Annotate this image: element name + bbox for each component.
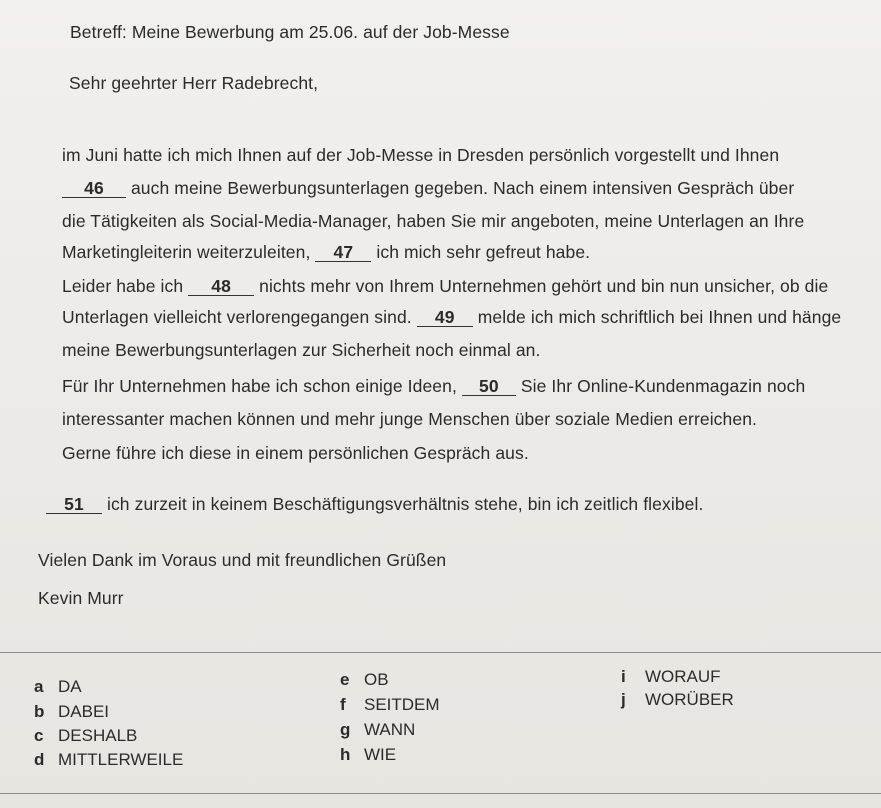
letter-signature [38, 588, 124, 609]
option-word: OB [364, 670, 389, 689]
option-word: WORÜBER [645, 690, 734, 709]
p2-line-2-after: melde ich mich schriftlich bei Ihnen und hänge [477, 307, 842, 327]
options-top-rule [0, 652, 881, 653]
option-word: WANN [364, 720, 416, 739]
option-word: WIE [364, 745, 397, 764]
option-letter: j [621, 690, 626, 709]
p2-line-3-text: meine Bewerbungsunterlagen zur Sicherheit noch einmal an. [62, 340, 541, 360]
p1-line-4-after: ich mich sehr gefreut habe. [376, 242, 591, 262]
option-letter: c [34, 726, 44, 745]
option-a[interactable] [34, 677, 82, 697]
p3-line-3 [62, 443, 529, 464]
option-letter: g [340, 720, 351, 739]
gap-49[interactable]: 49 [417, 308, 473, 327]
signature-text: Kevin Murr [38, 588, 124, 608]
option-letter: a [34, 677, 44, 696]
p3-line-2-text: interessanter machen können und mehr junge Menschen über soziale Medien erreichen. [62, 409, 757, 429]
p2-line-3 [62, 340, 540, 361]
p2-line-2 [62, 307, 841, 328]
p2-line-1-after: nichts mehr von Ihrem Unternehmen gehört und bin nun unsicher, ob die [259, 276, 829, 296]
p1-line-3 [62, 211, 804, 232]
p3-line-3-text: Gerne führe ich diese in einem persönlichen Gespräch aus. [62, 443, 529, 463]
option-letter: b [34, 702, 45, 721]
letter-salutation [69, 73, 318, 94]
option-letter: d [34, 750, 45, 769]
p1-line-3-text: die Tätigkeiten als Social-Media-Manager, haben Sie mir angeboten, meine Unterlagen an Ihre [62, 211, 805, 231]
p4-line-1-text: ich zurzeit in keinem Beschäftigungsverhältnis stehe, bin ich zeitlich flexibel. [106, 494, 704, 514]
p3-line-1-before: Für Ihr Unternehmen habe ich schon einige Ideen, [62, 376, 457, 396]
p3-line-1-after: Sie Ihr Online-Kundenmagazin noch [520, 376, 806, 396]
subject-text: Betreff: Meine Bewerbung am 25.06. auf der Job-Messe [70, 22, 510, 42]
option-e[interactable] [340, 670, 389, 690]
p1-line-2 [62, 178, 794, 199]
p1-line-1 [62, 145, 779, 166]
p3-line-2 [62, 409, 757, 430]
option-i[interactable] [621, 667, 721, 687]
gap-47[interactable]: 47 [315, 243, 371, 262]
option-c[interactable] [34, 726, 137, 746]
p1-line-1-text: im Juni hatte ich mich Ihnen auf der Job-Messe in Dresden persönlich vorgestellt und Ihnen [62, 145, 780, 165]
p4-line-1 [46, 494, 703, 515]
option-j[interactable] [621, 690, 734, 710]
option-word: DABEI [58, 702, 110, 721]
p3-line-1 [62, 376, 805, 397]
option-letter: h [340, 745, 351, 764]
p2-line-2-before: Unterlagen vielleicht verlorengegangen sind. [62, 307, 412, 327]
option-word: DA [58, 677, 82, 696]
options-bottom-rule [0, 793, 881, 794]
p1-line-2-text: auch meine Bewerbungsunterlagen gegeben. Nach einem intensiven Gespräch über [130, 178, 795, 198]
gap-46[interactable]: 46 [62, 179, 126, 198]
option-g[interactable] [340, 720, 415, 740]
letter-subject [70, 22, 510, 43]
p2-line-1-before: Leider habe ich [62, 276, 184, 296]
option-b[interactable] [34, 702, 109, 722]
option-word: WORAUF [645, 667, 721, 686]
option-word: SEITDEM [364, 695, 440, 714]
option-word: MITTLERWEILE [58, 750, 184, 769]
p2-line-1 [62, 276, 828, 297]
option-letter: i [621, 667, 626, 686]
option-d[interactable] [34, 750, 183, 770]
p1-line-4 [62, 242, 590, 263]
p1-line-4-before: Marketingleiterin weiterzuleiten, [62, 242, 311, 262]
closing-text: Vielen Dank im Voraus und mit freundlichen Grüßen [38, 550, 447, 570]
option-letter: f [340, 695, 346, 714]
option-word: DESHALB [58, 726, 138, 745]
gap-50[interactable]: 50 [462, 377, 516, 396]
option-letter: e [340, 670, 350, 689]
gap-48[interactable]: 48 [188, 277, 254, 296]
letter-closing [38, 550, 446, 571]
option-f[interactable] [340, 695, 440, 715]
gap-51[interactable]: 51 [46, 495, 102, 514]
option-h[interactable] [340, 745, 396, 765]
salutation-text: Sehr geehrter Herr Radebrecht, [69, 73, 319, 93]
